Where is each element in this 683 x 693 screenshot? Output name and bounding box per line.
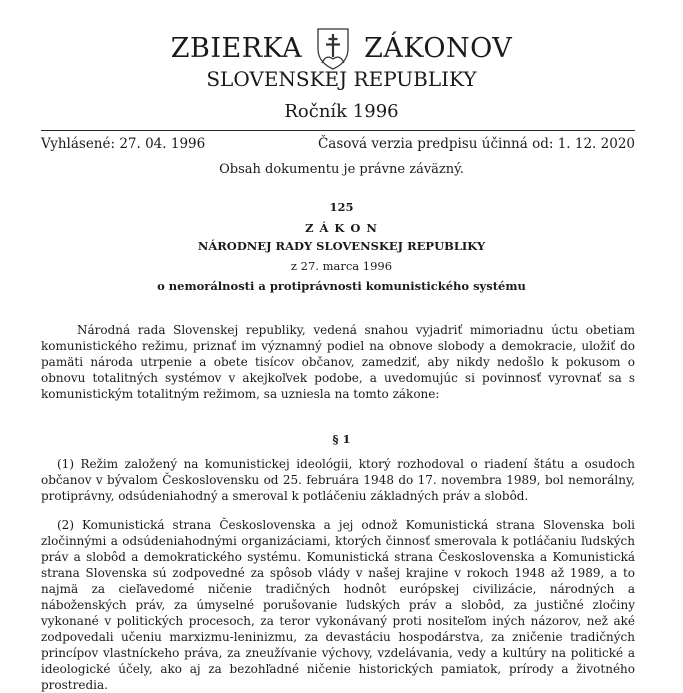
section-paragraph-2: (2) Komunistická strana Československa a jej odnož Komunistická strana Slovenska boli zločinnými a odsúdeniahodnými organizáciami, ktorých činnosť smerovala k potláčaniu ľudských práv a slobôd a demokratického systému. Komunistická strana Československa a Komunistická strana Slovenska sú zodpovedné za spôsob vlády v našej krajine v rokoch 1948 až 1989, a to najmä za cieľavedomé ničenie tradičných hodnôt európskej civilizácie, národných a náboženských práv, za úmyselné porušovanie ľudských práv a slobôd, za justičné zločiny vykonané v politických procesoch, za teror vykonávaný proti nositeľom iných názorov, než aké zodpovedali učeniu marxizmu-leninizmu, za devastáciu hospodárstva, za zničenie tradičných princípov vlastníckeho práva, za zneužívanie výchovy, vzdelávania, vedy a kultúry na politické a ideologické účely, ako aj za bezohľadné ničenie historických pamiatok, prírody a životného prostredia. [41,518,635,692]
title-right: ZÁKONOV [364,33,513,64]
binding-note: Obsah dokumentu je právne záväzný. [219,162,464,177]
section-paragraph-1: (1) Režim založený na komunistickej ideológii, ktorý rozhodoval o riadení štátu a osudoch občanov v bývalom Československu od 25. februára 1948 do 17. novembra 1989, bol nemorálny, protiprávny, odsúdeniahodný a smeroval k potláčeniu základných práv a slobôd. [41,457,635,503]
volume-year: Ročník 1996 [284,101,399,122]
version-date: Časová verzia predpisu účinná od: 1. 12. 2020 [317,136,635,152]
coat-of-arms-icon [316,27,350,71]
published-date: Vyhlásené: 27. 04. 1996 [41,136,206,152]
law-subject: o nemorálnosti a protiprávnosti komunistického systému [157,279,526,293]
law-type: Z Á K O N [305,221,378,235]
preamble: Národná rada Slovenskej republiky, vedená snahou vyjadriť mimoriadnu úctu obetiam komunistického režimu, priznať im významný podiel na obnove slobody a demokracie, uložiť do pamäti národa utrpenie a obete tisícov občanov, zamedziť, aby nikdy nedošlo k pokusom o obnovu totalitných systémov v akejkoľvek podobe, a uvedomujúc si povinnosť vyrovnať sa s komunistickým totalitným režimom, sa uzniesla na tomto zákone: [41,323,635,401]
law-number: 125 [329,200,354,214]
collection-subtitle: SLOVENSKEJ REPUBLIKY [206,67,477,91]
law-issuer: NÁRODNEJ RADY SLOVENSKEJ REPUBLIKY [197,239,486,253]
collection-title [0,27,683,71]
header-divider [41,130,635,131]
title-left: ZBIERKA [170,33,303,64]
section-heading: § 1 [332,432,351,446]
law-date: z 27. marca 1996 [290,259,393,273]
